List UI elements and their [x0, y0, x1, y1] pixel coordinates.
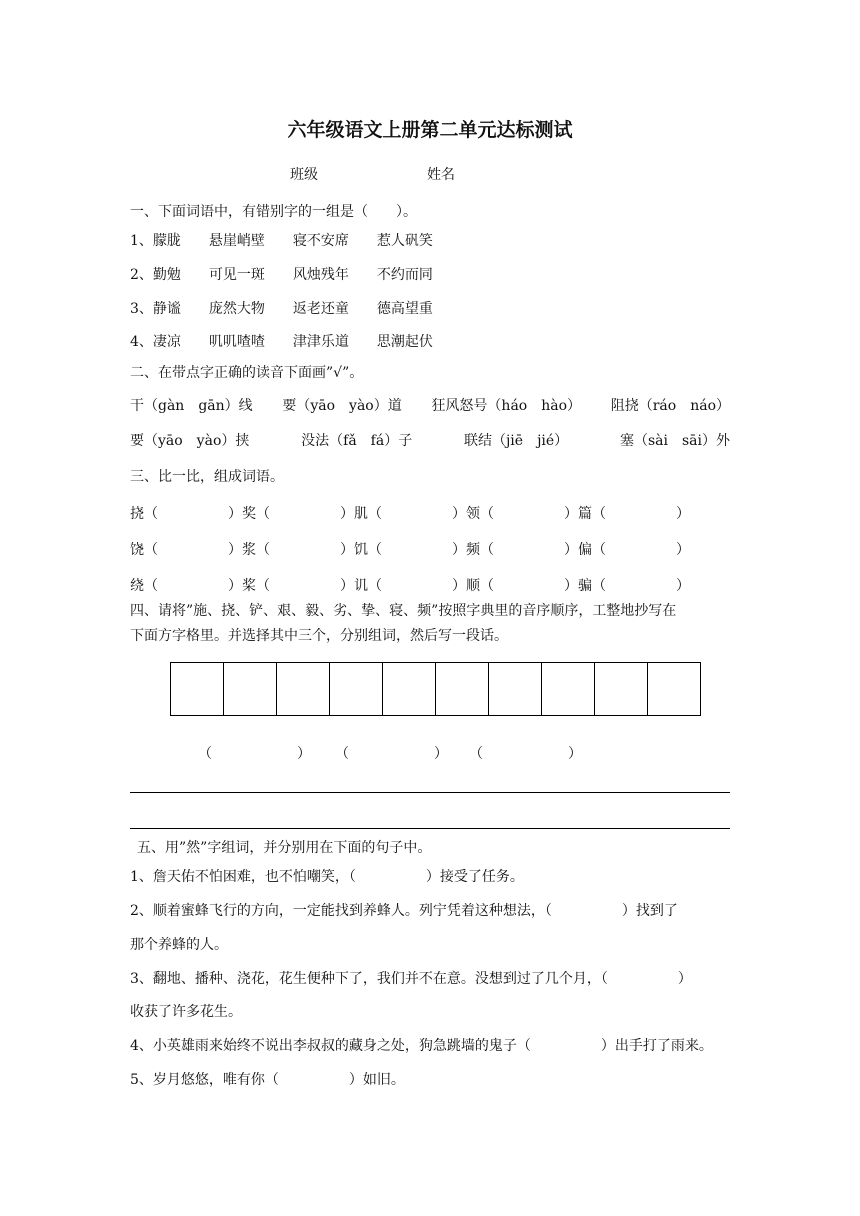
q4-instruction-line-1: 四、请将”施、挠、铲、艰、毅、劣、挚、寝、频”按照字典里的音序顺序，工整地抄写在 — [130, 603, 677, 619]
grid-cell[interactable] — [594, 662, 648, 716]
q3-cell: ）浆（ — [228, 542, 270, 558]
grid-cell[interactable] — [329, 662, 383, 716]
q3-row-2 — [130, 539, 730, 559]
q3-cell: ）奖（ — [228, 506, 270, 522]
q2-item: 塞（sài sāi）外 — [619, 433, 730, 449]
q3-cell: ） — [676, 506, 690, 522]
word-blank-1-close: ） — [297, 746, 311, 762]
q3-cell: ）偏（ — [564, 542, 606, 558]
q4-instruction-line-2: 下面方字格里。并选择其中三个，分别组词，然后写一段话。 — [130, 628, 508, 644]
page-title: 六年级语文上册第二单元达标测试 — [287, 119, 573, 141]
q3-cell: ）肌（ — [340, 506, 382, 522]
q3-heading: 三、比一比，组成词语。 — [130, 469, 284, 485]
q2-item: 没法（fǎ fá）子 — [301, 433, 413, 449]
q3-cell: ）桨（ — [228, 578, 270, 594]
grid-cell[interactable] — [488, 662, 542, 716]
writing-line-1 — [130, 792, 730, 793]
character-grid — [170, 662, 700, 716]
q5-sentence-2-cont: 那个养蜂的人。 — [130, 937, 228, 953]
q3-row-3 — [130, 575, 730, 595]
q3-cell: ） — [676, 542, 690, 558]
q5-sentence-5: 5、岁月悠悠，唯有你（ ）如旧。 — [130, 1072, 405, 1088]
q3-cell: ）饥（ — [340, 542, 382, 558]
grid-cell[interactable] — [541, 662, 595, 716]
q5-sentence-4: 4、小英雄雨来始终不说出李叔叔的藏身之处，狗急跳墙的鬼子（ ）出手打了雨来。 — [130, 1038, 713, 1054]
q3-cell: ）讥（ — [340, 578, 382, 594]
word-blank-2-close: ） — [434, 746, 448, 762]
q3-cell: 绕（ — [130, 578, 158, 594]
q5-sentence-1: 1、詹天佑不怕困难，也不怕嘲笑，（ ）接受了任务。 — [130, 869, 524, 885]
q1-option-3: 3、静谧 庞然大物 返老还童 德高望重 — [130, 301, 433, 317]
q2-item: 要（yāo yào）道 — [282, 398, 402, 414]
q3-cell: ）顺（ — [452, 578, 494, 594]
q3-cell: ）骗（ — [564, 578, 606, 594]
q2-heading: 二、在带点字正确的读音下面画”√”。 — [130, 365, 364, 381]
q2-item: 要（yāo yào）挟 — [130, 433, 250, 449]
q5-heading: 五、用”然”字组词，并分别用在下面的句子中。 — [137, 840, 432, 856]
name-label: 姓名 — [427, 167, 455, 183]
q3-cell: ）领（ — [452, 506, 494, 522]
q1-option-1: 1、朦胧 悬崖峭壁 寝不安席 惹人矾笑 — [130, 233, 433, 249]
grid-cell[interactable] — [170, 662, 224, 716]
grid-cell[interactable] — [647, 662, 701, 716]
q2-row-2 — [130, 430, 730, 450]
q5-sentence-3-cont: 收获了许多花生。 — [130, 1004, 242, 1020]
q3-cell: ） — [676, 578, 690, 594]
q2-item: 联结（jiē jié） — [463, 433, 569, 449]
word-blank-2-open: （ — [335, 746, 349, 762]
grid-cell[interactable] — [435, 662, 489, 716]
q2-row-1 — [130, 395, 730, 415]
q2-item: 阻挠（ráo náo） — [610, 398, 730, 414]
q3-cell: ）频（ — [452, 542, 494, 558]
grid-cell[interactable] — [223, 662, 277, 716]
q1-heading: 一、下面词语中，有错别字的一组是（ ）。 — [130, 204, 417, 220]
q3-cell: ）篇（ — [564, 506, 606, 522]
word-blank-1-open: （ — [198, 746, 212, 762]
word-blank-3-open: （ — [469, 746, 483, 762]
class-label: 班级 — [290, 167, 318, 183]
grid-cell[interactable] — [276, 662, 330, 716]
q1-option-4: 4、凄凉 叽叽喳喳 津津乐道 思潮起伏 — [130, 334, 433, 350]
q5-sentence-3: 3、翻地、播种、浇花，花生便种下了，我们并不在意。没想到过了几个月，（ ） — [130, 971, 692, 987]
writing-line-2 — [130, 828, 730, 829]
q5-sentence-2: 2、顺着蜜蜂飞行的方向，一定能找到养蜂人。列宁凭着这种想法，（ ）找到了 — [130, 903, 678, 919]
word-blank-3-close: ） — [568, 746, 582, 762]
q3-cell: 饶（ — [130, 542, 158, 558]
q1-option-2: 2、勤勉 可见一斑 风烛残年 不约而同 — [130, 267, 433, 283]
q2-item: 狂风怒号（háo hào） — [431, 398, 582, 414]
q3-row-1 — [130, 503, 730, 523]
q3-cell: 挠（ — [130, 506, 158, 522]
q2-item: 干（gàn gān）线 — [130, 398, 253, 414]
grid-cell[interactable] — [382, 662, 436, 716]
